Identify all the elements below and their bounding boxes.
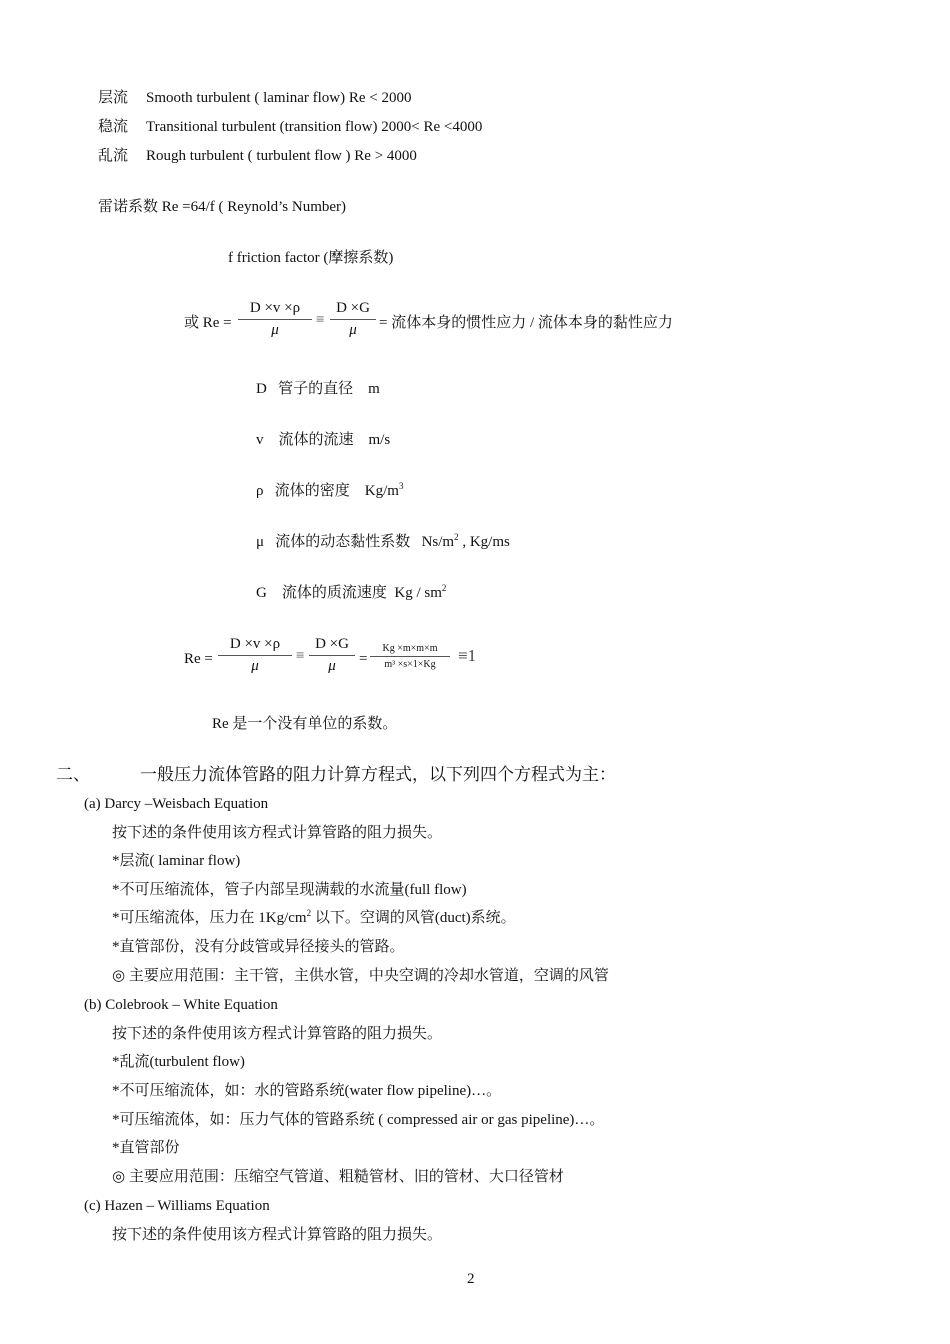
equation-b-title: (b) Colebrook – White Equation [84,997,278,1013]
variable-mass-velocity [256,583,446,603]
variable-description: 流体的密度 [274,483,350,499]
variable-symbol: v [256,432,264,448]
formula-fraction-units [370,643,450,670]
friction-factor-definition: f friction factor (摩擦系数) [228,250,394,266]
variable-viscosity [256,532,510,552]
variable-description: 流体的流速 [278,432,354,448]
fraction-denominator: μ [251,658,259,674]
variable-symbol: G [256,585,267,601]
flow-type-laminar [98,88,412,108]
unit-exponent: 2 [306,908,312,918]
section-number: 二、 [56,765,90,784]
variable-symbol: μ [256,534,265,550]
flow-type-transition [98,117,482,137]
unit-exponent: 2 [454,532,459,542]
equivalence-sign: ≡ [316,312,325,328]
section-title: 一般压力流体管路的阻力计算方程式，以下列四个方程式为主： [140,765,616,784]
list-item: *直管部份，没有分歧管或异径接头的管路。 [112,939,405,955]
equals-sign: = [359,651,368,667]
variable-diameter [256,379,380,399]
formula-fraction-dg [330,300,376,339]
formula-explanation: = 流体本身的惯性应力 / 流体本身的黏性应力 [379,315,673,331]
list-item-text: 以下。空调的风管(duct)系统。 [311,910,516,926]
variable-unit: Kg / sm [394,585,442,601]
equation-b-intro: 按下述的条件使用该方程式计算管路的阻力损失。 [112,1026,443,1042]
unit-exponent: 3 [398,481,404,491]
flow-type-en: Rough turbulent ( turbulent flow ) Re > 4000 [146,148,417,164]
fraction-numerator: D ×v ×ρ [218,636,292,656]
fraction-numerator: D ×v ×ρ [238,300,312,320]
fraction-numerator: D ×G [309,636,355,656]
list-item: *不可压缩流体，如：水的管路系统(water flow pipeline)…。 [112,1083,502,1099]
list-item: *层流( laminar flow) [112,853,241,869]
formula-result: ≡1 [458,646,477,665]
fraction-numerator: Kg ×m×m×m [370,643,450,657]
variable-velocity [256,430,390,450]
equation-a-title: (a) Darcy –Weisbach Equation [84,796,269,812]
list-item: *乱流(turbulent flow) [112,1054,245,1070]
equation-c-title: (c) Hazen – Williams Equation [84,1198,270,1214]
variable-symbol: ρ [256,483,264,499]
variable-description: 管子的直径 [278,381,354,397]
formula-re-label: Re = [184,651,213,667]
equation-a-intro: 按下述的条件使用该方程式计算管路的阻力损失。 [112,825,443,841]
flow-type-turbulent [98,146,417,166]
equation-b-scope: ◎ 主要应用范围：压缩空气管道、粗糙管材、旧的管材、大口径管材 [112,1169,564,1185]
re-dimensionless-note: Re 是一个没有单位的系数。 [212,716,398,732]
flow-type-cn: 稳流 [98,119,129,135]
list-item-text: *可压缩流体，压力在 1Kg/cm [112,910,307,926]
reynolds-definition: 雷诺系数 Re =64/f ( Reynold’s Number) [98,199,347,215]
fraction-denominator: m³ ×s×1×Kg [384,659,436,670]
formula-fraction-dvrho [238,300,312,339]
variable-unit: m/s [368,432,391,448]
flow-type-cn: 层流 [98,90,129,106]
flow-type-cn: 乱流 [98,148,129,164]
variable-description: 流体的动态黏性系数 [275,534,411,550]
unit-exponent: 2 [441,583,447,593]
equation-a-scope: ◎ 主要应用范围：主干管，主供水管，中央空调的冷却水管道，空调的风管 [112,968,609,984]
page-number: 2 [467,1271,475,1287]
equation-c-intro: 按下述的条件使用该方程式计算管路的阻力损失。 [112,1227,443,1243]
flow-type-en: Transitional turbulent (transition flow) 2000< Re <4000 [146,119,483,135]
variable-unit: m [368,381,380,397]
formula-or-re-label: 或 Re = [184,315,232,331]
list-item: *直管部份 [112,1140,180,1156]
variable-unit: Kg/m [364,483,399,499]
formula-fraction-dg [309,636,355,675]
equivalence-sign: ≡ [296,648,305,664]
fraction-denominator: μ [349,322,357,338]
fraction-denominator: μ [271,322,279,338]
variable-symbol: D [256,381,267,397]
list-item: *不可压缩流体，管子内部呈现满载的水流量(full flow) [112,882,467,898]
list-item [112,908,516,928]
variable-unit-tail: , Kg/ms [458,534,510,550]
flow-type-en: Smooth turbulent ( laminar flow) Re < 2000 [146,90,412,106]
fraction-denominator: μ [328,658,336,674]
variable-density [256,481,403,501]
variable-unit: Ns/m [421,534,455,550]
list-item: *可压缩流体，如：压力气体的管路系统 ( compressed air or gas pipeline)…。 [112,1112,605,1128]
formula-fraction-dvrho [218,636,292,675]
variable-description: 流体的质流速度 [281,585,387,601]
fraction-numerator: D ×G [330,300,376,320]
